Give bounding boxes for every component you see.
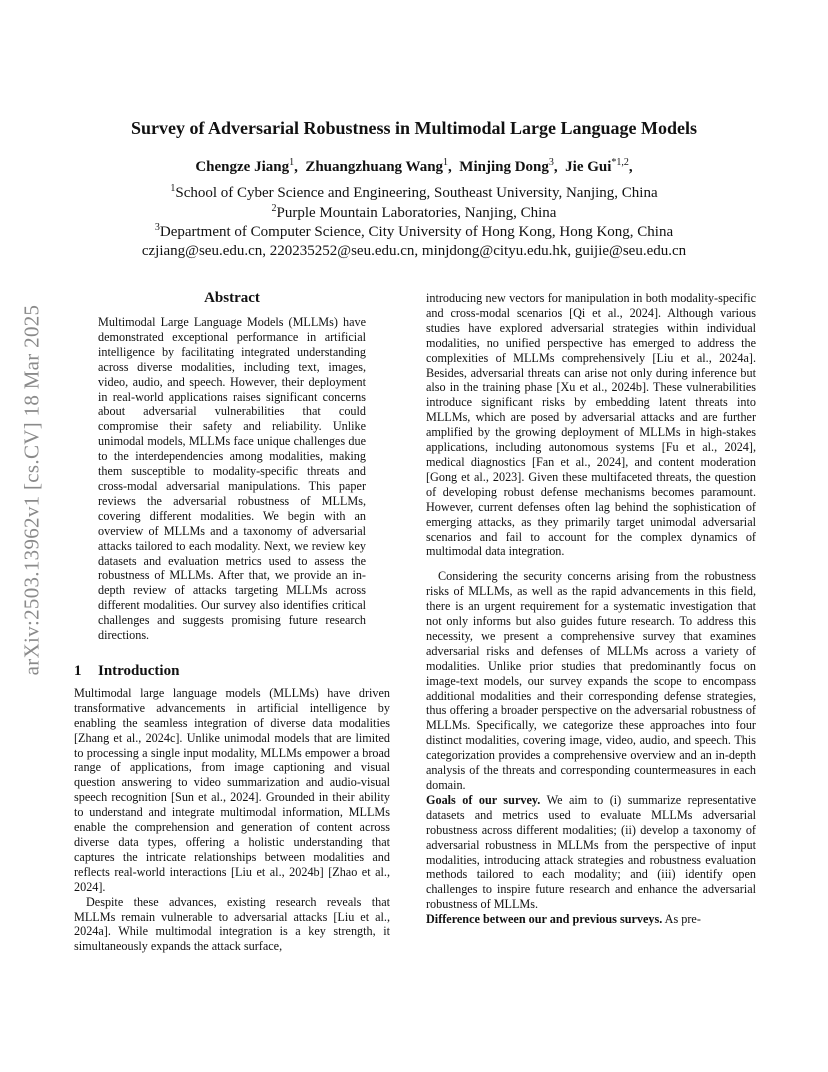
section-number: 1: [74, 662, 82, 679]
affiliation-text: Department of Computer Science, City University of Hong Kong, Hong Kong, China: [159, 224, 674, 240]
author-sup: 3: [548, 157, 554, 168]
arxiv-identifier-stamp: [8, 230, 56, 750]
intro-paragraph: Despite these advances, existing research reveals that MLLMs remain vulnerable to adversarial attacks [Liu et al., 2024a]. While multimodal integration is a key strength, it simultaneously expands the attack surface,: [74, 894, 390, 954]
affiliation-sup: 1: [170, 183, 176, 194]
author-sup: *1,2: [611, 157, 629, 168]
author-name: Chengze Jiang: [195, 159, 290, 175]
author-name: Minjing Dong: [459, 159, 549, 175]
right-column: [426, 291, 756, 927]
affiliation: [0, 203, 828, 222]
difference-text: As pre-: [662, 912, 701, 927]
affiliation-sup: 2: [271, 203, 277, 214]
intro-paragraph: Multimodal large language models (MLLMs) have driven transformative advancements in artificial intelligence by enabling the seamless integration of diverse data modalities [Zhang et al., 2024c]. Unlike unimodal models that are limited to processing a single input modality, MLLMs empower a broad range of applications, from image captioning and visual question answering to video summarization and audio-visual speech recognition [Sun et al., 2024]. Grounded in their ability to understand and integrate multimodal information, MLLMs enable the comprehension and generation of content across diverse data types, offering a holistic understanding that captures the intricate relationships between modalities and reflects real-world interactions [Liu et al., 2024b] [Zhao et al., 2024].: [74, 685, 390, 894]
author-list: Chengze Jiang$^1$, Zhuangzhuang Wang$^1$, Minjing Dong$^3$, Jie Gui$^{*1,2}$,: [195, 157, 633, 175]
difference-paragraph: [426, 912, 756, 927]
affiliation-sup: 3: [154, 222, 160, 233]
goals-label: Goals of our survey.: [426, 792, 541, 807]
abstract-body: Multimodal Large Language Models (MLLMs) have demonstrated exceptional performance in artificial intelligence by facilitating integrated understanding across diverse modalities, including text, images, video, audio, and speech. However, their deployment in real-world applications raises significant concerns about adversarial vulnerabilities that could compromise their safety and reliability. Unlike unimodal models, MLLMs face unique challenges due to the interdependencies among modalities, making them susceptible to modality-specific threats and cross-modal adversarial manipulations. This paper reviews the adversarial robustness of MLLMs, covering different modalities. We begin with an overview of MLLMs and a taxonomy of adversarial attacks tailored to each modality. Next, we review key datasets and evaluation metrics used to assess the robustness of MLLMs. After that, we provide an in-depth review of attacks targeting MLLMs across different modalities. Our survey also identifies critical challenges and suggests promising future research directions.: [98, 315, 366, 643]
author-sup: 1: [289, 157, 295, 168]
section-title: Introduction: [98, 662, 180, 679]
left-column: [74, 290, 390, 954]
abstract-heading: Abstract: [204, 290, 260, 306]
arxiv-identifier-text: arXiv:2503.13962v1 [cs.CV] 18 Mar 2025: [19, 304, 44, 676]
goals-paragraph: [426, 793, 756, 912]
author-name: Zhuangzhuang Wang: [305, 159, 444, 175]
paper-title: Survey of Adversarial Robustness in Multimodal Large Language Models: [130, 118, 698, 138]
author-sup: 1: [443, 157, 449, 168]
body-paragraph: introducing new vectors for manipulation in both modality-specific and cross-modal scenarios [Qi et al., 2024]. Although various studies have explored adversarial strategies within individual modalities, no unified perspective has emerged to address the complexities of MLLMs comprehensively [Liu et al., 2024a]. Besides, adversarial threats can arise not only during inference but also in the training phase [Xu et al., 2024b]. These vulnerabilities introduce significant risks by embedding latent threats into MLLMs, which are posed by adversarial attacks and are further amplified by the growing deployment of MLLMs in high-stakes applications, including autonomous systems [Fu et al., 2024], medical diagnostics [Fan et al., 2024], and content moderation [Gong et al., 2023]. Given these multifaceted threats, the question of developing robust defense mechanisms becomes paramount. However, current defenses often lag behind the sophistication of emerging attacks, as they primarily target unimodal adversarial scenarios and fail to account for the complex dynamics of multimodal data integration.: [426, 291, 756, 559]
author-emails: czjiang@seu.edu.cn, 220235252@seu.edu.cn, minjdong@cityu.edu.hk, guijie@seu.edu.cn: [141, 243, 687, 259]
difference-label: Difference between our and previous surveys.: [426, 912, 663, 927]
section-heading-introduction: [74, 663, 390, 680]
author-name: Jie Gui: [565, 159, 612, 175]
body-paragraph: Considering the security concerns arising from the robustness risks of MLLMs, as well as the rapid advancements in this field, there is an urgent requirement for a systematic investigation that not only informs but also guides future research. To address this necessity, we present a comprehensive survey that examines adversarial risks and defenses of MLLMs across a variety of modalities. Unlike prior studies that predominantly focus on image-text models, our survey expands the scope to encompass additional modalities and their corresponding defense strategies, thus offering a broader perspective on the adversarial robustness of MLLMs. Specifically, we categorize these approaches into four distinct modalities, covering image, video, audio, and speech. This categorization provides a comprehensive overview and an in-depth analysis of the threats and corresponding countermeasures in each domain.: [426, 569, 756, 792]
affiliation: [0, 222, 828, 241]
affiliation-text: School of Cyber Science and Engineering, Southeast University, Nanjing, China: [175, 185, 658, 201]
affiliation-text: Purple Mountain Laboratories, Nanjing, China: [276, 205, 557, 221]
goals-text: We aim to (i) summarize representative datasets and metrics used to evaluate MLLMs adversarial robustness across different modalities; (ii) develop a taxonomy of adversarial robustness in MLLMs from the perspective of input modalities, introducing attack strategies and robustness evaluation methods tailored to each modality; and (iii) identify open challenges to inspire future research and enhance the adversarial robustness of MLLMs.: [426, 792, 756, 912]
affiliation: [0, 183, 828, 202]
